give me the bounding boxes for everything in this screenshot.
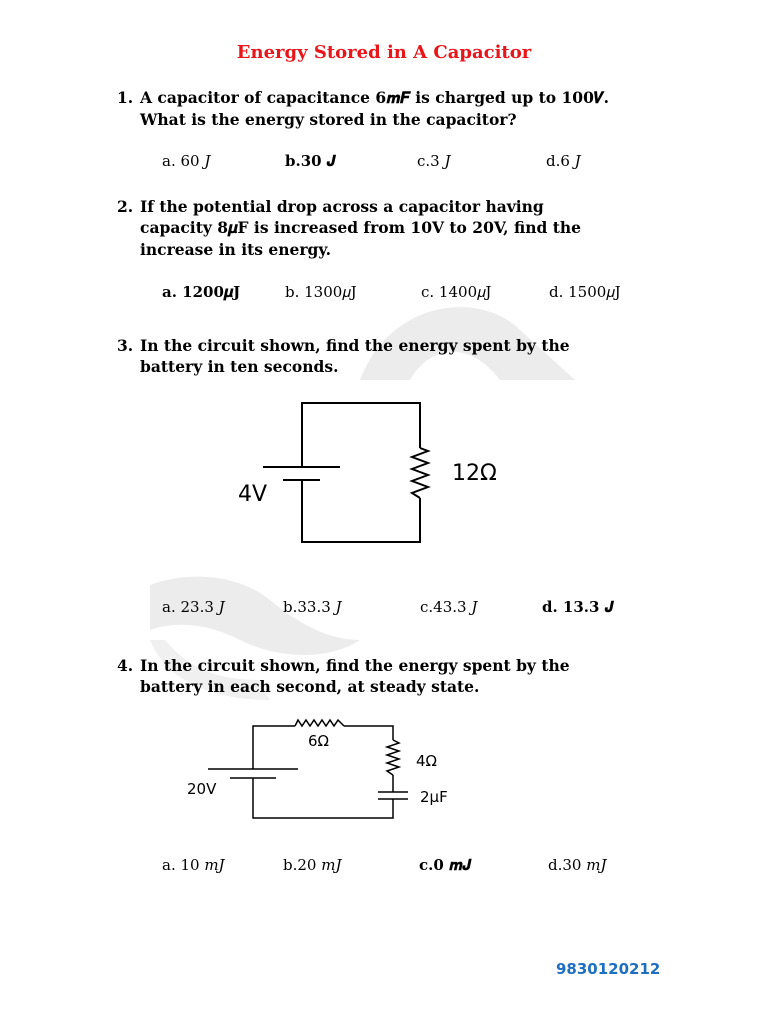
question-3-line-2: battery in ten seconds. xyxy=(140,357,339,376)
question-4-number: 4. xyxy=(117,656,134,675)
circuit-2-battery-label: 20V xyxy=(187,780,217,798)
question-4-option-c: c.0 𝒎𝑱 xyxy=(419,856,472,874)
question-2-option-c: c. 1400𝜇J xyxy=(421,283,492,301)
question-4-option-b: b.20 𝑚𝐽 xyxy=(283,856,342,874)
question-1-line-1: A capacitor of capacitance 6𝒎𝑭 is charged up to 100𝑽. xyxy=(140,88,610,107)
question-3-option-a: a. 23.3 𝐽 xyxy=(162,598,225,616)
question-4-line-2: battery in each second, at steady state. xyxy=(140,677,480,696)
question-1-option-a: a. 60 𝐽 xyxy=(162,152,211,170)
page-title: Energy Stored in A Capacitor xyxy=(236,42,532,63)
question-1-option-b: b.30 𝑱 xyxy=(285,152,336,170)
question-2-option-d: d. 1500𝜇J xyxy=(549,283,621,301)
question-3-number: 3. xyxy=(117,336,134,355)
question-2-number: 2. xyxy=(117,197,134,216)
question-3-line-1: In the circuit shown, find the energy spent by the xyxy=(140,336,570,355)
question-2-line-1: If the potential drop across a capacitor having xyxy=(140,197,544,216)
question-4-option-a: a. 10 𝑚𝐽 xyxy=(162,856,225,874)
question-3-option-c: c.43.3 𝐽 xyxy=(420,598,478,616)
circuit-2-capacitor-label: 2μF xyxy=(420,788,448,806)
question-1-option-d: d.6 𝐽 xyxy=(546,152,581,170)
question-2-line-2: capacity 8𝝁F is increased from 10V to 20V, find the xyxy=(140,218,582,237)
question-2-line-3: increase in its energy. xyxy=(140,240,331,259)
footer-phone-number: 9830120212 xyxy=(556,960,661,978)
circuit-1-battery-label: 4V xyxy=(238,482,268,507)
circuit-2-resistor-right-label: 4Ω xyxy=(416,752,438,770)
circuit-1-resistor-label: 12Ω xyxy=(452,461,497,486)
circuit-2-resistor-top-label: 6Ω xyxy=(308,732,330,750)
question-1-number: 1. xyxy=(117,88,134,107)
question-2-option-a: a. 1200𝝁J xyxy=(162,283,241,301)
question-1-option-c: c.3 𝐽 xyxy=(417,152,451,170)
question-4-option-d: d.30 𝑚𝐽 xyxy=(548,856,607,874)
question-4-line-1: In the circuit shown, find the energy spent by the xyxy=(140,656,570,675)
question-3-option-b: b.33.3 𝐽 xyxy=(283,598,342,616)
question-3-option-d: d. 13.3 𝑱 xyxy=(542,598,614,616)
question-2-option-b: b. 1300𝜇J xyxy=(285,283,357,301)
question-1-line-2: What is the energy stored in the capacitor? xyxy=(140,110,517,129)
